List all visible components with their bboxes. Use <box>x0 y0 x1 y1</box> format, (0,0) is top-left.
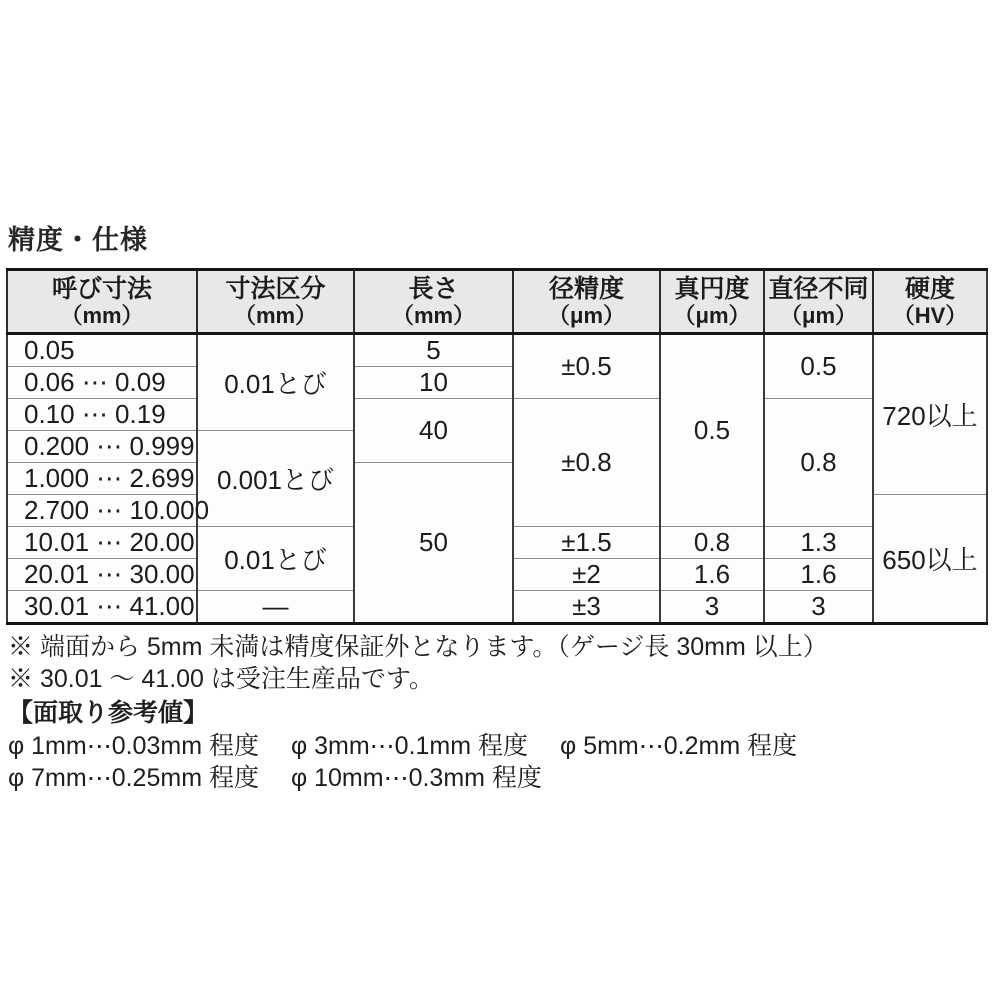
col-header-nominal: 呼び寸法 （mm） <box>7 270 197 334</box>
cell-hardness-rows1-5: 720以上 <box>873 334 987 495</box>
cell-dia-variation-row7: 1.3 <box>764 527 873 559</box>
cell-dia-accuracy-rows3-6: ±0.8 <box>513 399 660 527</box>
cell-roundness-row7: 0.8 <box>660 527 764 559</box>
cell-length-row1: 5 <box>354 334 513 367</box>
spec-content <box>6 218 992 794</box>
table-row <box>7 399 987 431</box>
cell-roundness-row8: 1.6 <box>660 559 764 591</box>
col-header-hardness: 硬度 （HV） <box>873 270 987 334</box>
chamfer-heading: 【面取り参考値】 <box>8 699 209 727</box>
chamfer-value-5mm: φ 5mm⋯0.2mm 程度 <box>560 732 798 760</box>
cell-roundness-rows1-6: 0.5 <box>660 334 764 527</box>
footnotes <box>8 631 992 794</box>
cell-nominal-7: 10.01 ⋯ 20.00 <box>7 527 197 559</box>
cell-nominal-2: 0.06 ⋯ 0.09 <box>7 367 197 399</box>
chamfer-value-3mm: φ 3mm⋯0.1mm 程度 <box>290 732 529 760</box>
col-header-length: 長さ （mm） <box>354 270 513 334</box>
cell-dia-variation-row9: 3 <box>764 591 873 624</box>
cell-dia-accuracy-rows1-2: ±0.5 <box>513 334 660 399</box>
footnote-accuracy-guarantee: ※ 端面から 5mm 未満は精度保証外となります。（ゲージ長 30mm 以上） <box>8 633 828 661</box>
cell-pitch-rows1-3: 0.01とび <box>197 334 354 431</box>
cell-roundness-row9: 3 <box>660 591 764 624</box>
cell-nominal-5: 1.000 ⋯ 2.699 <box>7 463 197 495</box>
cell-nominal-9: 30.01 ⋯ 41.00 <box>7 591 197 624</box>
cell-dia-accuracy-row8: ±2 <box>513 559 660 591</box>
cell-dia-variation-rows1-2: 0.5 <box>764 334 873 399</box>
cell-dia-variation-rows3-6: 0.8 <box>764 399 873 527</box>
footnote-made-to-order: ※ 30.01 ～ 41.00 は受注生産品です。 <box>8 665 434 693</box>
col-header-dia-accuracy: 径精度 （μm） <box>513 270 660 334</box>
col-header-dia-variation: 直径不同 （μm） <box>764 270 873 334</box>
page-title: 精度・仕様 <box>8 225 148 255</box>
chamfer-value-1mm: φ 1mm⋯0.03mm 程度 <box>8 732 259 760</box>
cell-nominal-3: 0.10 ⋯ 0.19 <box>7 399 197 431</box>
table-row <box>7 334 987 367</box>
cell-dia-variation-row8: 1.6 <box>764 559 873 591</box>
header-row <box>7 270 987 334</box>
cell-pitch-rows7-8: 0.01とび <box>197 527 354 591</box>
cell-pitch-row9: — <box>197 591 354 624</box>
spec-table <box>6 268 988 625</box>
cell-length-rows3-4: 40 <box>354 399 513 463</box>
cell-hardness-rows6-9: 650以上 <box>873 495 987 624</box>
cell-dia-accuracy-row9: ±3 <box>513 591 660 624</box>
cell-nominal-1: 0.05 <box>7 334 197 367</box>
chamfer-value-10mm: φ 10mm⋯0.3mm 程度 <box>290 764 542 792</box>
cell-nominal-6: 2.700 ⋯ 10.000 <box>7 495 197 527</box>
col-header-pitch: 寸法区分 （mm） <box>197 270 354 334</box>
chamfer-line-1 <box>8 730 992 762</box>
chamfer-value-7mm: φ 7mm⋯0.25mm 程度 <box>8 764 259 792</box>
cell-nominal-8: 20.01 ⋯ 30.00 <box>7 559 197 591</box>
chamfer-line-2 <box>8 762 992 794</box>
col-header-roundness: 真円度 （μm） <box>660 270 764 334</box>
cell-pitch-rows4-6: 0.001とび <box>197 431 354 527</box>
cell-length-row2: 10 <box>354 367 513 399</box>
cell-nominal-4: 0.200 ⋯ 0.999 <box>7 431 197 463</box>
cell-length-rows5-9: 50 <box>354 463 513 624</box>
cell-dia-accuracy-row7: ±1.5 <box>513 527 660 559</box>
